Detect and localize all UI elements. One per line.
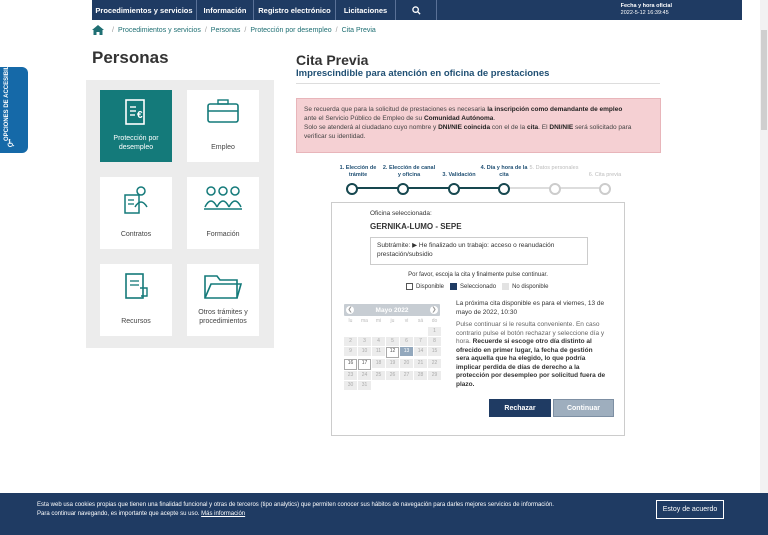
tile-recursos[interactable]	[100, 264, 172, 336]
step-dot-6	[599, 183, 611, 195]
day-name: ju	[390, 318, 395, 324]
calendar-day: 11	[372, 347, 385, 356]
calendar-day: 18	[372, 359, 385, 368]
notice-bold: DNI/NIE	[549, 124, 574, 131]
divider	[296, 83, 660, 84]
personas-heading: Personas	[92, 48, 169, 67]
notice-box: Se recuerda que para la solicitud de prestaciones es necesaria la inscripción como demandante de empleo ante el Servicio Público de Empleo de su Comunidad Autónoma. Solo se atenderá al ciudadano cuyo nombre y DNI/NIE coincida con el de la cita. El DNI/NIE será solicitado para verificar su identidad.	[296, 98, 661, 153]
appointment-card	[331, 202, 625, 436]
calendar-day: 24	[358, 371, 371, 380]
tile-label: Recursos	[121, 318, 151, 325]
euro-document-icon	[123, 98, 149, 128]
subtramite-label: Subtrámite:	[377, 242, 411, 249]
notice-bold: la inscripción como demandante de empleo	[487, 106, 623, 113]
info-warning: Recuerde si escoge otro día distinto al ofrecido en primer lugar, la fecha de gestión sera aquella que ha elegido, lo que podría implicar perdida de días de derecho a la protección por desempleo por solicitud fuera de plazo.	[456, 338, 606, 388]
reject-button[interactable]: Rechazar	[489, 399, 551, 417]
cookie-line-1: Esta web usa cookies propias que tienen una finalidad funcional y otras de terceros (tipo analytics) que permiten conocer sus hábitos de navegación para darles mejores servicios de información.	[37, 502, 554, 508]
nav-informacion[interactable]: Información	[197, 0, 254, 20]
prev-month-icon[interactable]: ❮	[347, 307, 353, 313]
day-name: vi	[404, 318, 409, 324]
page-scrollbar[interactable]	[760, 0, 768, 493]
calendar-day: 22	[428, 359, 441, 368]
breadcrumb: / Procedimientos y servicios / Personas / Protección por desempleo / Cita Previa	[92, 24, 376, 36]
calendar-day: 1	[428, 327, 441, 336]
notice-text: será solicitado para verificar su identidad.	[304, 124, 632, 140]
calendar-empty	[414, 327, 427, 336]
step-dot-2	[397, 183, 409, 195]
calendar-day: 3	[358, 337, 371, 346]
legend-available-label: Disponible	[416, 284, 445, 291]
tile-contratos[interactable]	[100, 177, 172, 249]
search-button[interactable]	[396, 0, 437, 20]
office-label: Oficina seleccionada:	[370, 210, 432, 217]
folder-icon	[203, 272, 243, 300]
notice-text: ante el Servicio Público de Empleo de su	[304, 115, 423, 122]
wheelchair-icon: ♿	[6, 138, 16, 150]
tile-empleo[interactable]	[187, 90, 259, 162]
step-3: 3. Validación	[442, 172, 476, 178]
datetime-label: Fecha y hora oficial	[620, 3, 672, 9]
calendar-grid	[344, 317, 440, 390]
cookie-line-2: Para continuar navegando, es importante que acepte su uso.	[37, 511, 200, 517]
calendar-day: 23	[344, 371, 357, 380]
notice-text: Solo se atenderá al ciudadano cuyo nombre y	[304, 124, 437, 131]
tile-otros-tramites[interactable]	[187, 264, 259, 336]
calendar-day-available[interactable]: 12	[386, 347, 399, 358]
legend-available	[406, 283, 444, 290]
people-group-icon	[202, 185, 244, 213]
datetime-value: 2022-5-12 16:39:45	[620, 10, 669, 16]
personas-tile-grid	[86, 80, 274, 348]
calendar-day: 15	[428, 347, 441, 356]
calendar-day: 6	[400, 337, 413, 346]
breadcrumb-personas[interactable]: Personas	[210, 26, 241, 34]
calendar-day: 29	[428, 371, 441, 380]
day-name: sá	[417, 318, 424, 324]
continue-button[interactable]: Continuar	[553, 399, 614, 417]
tile-formacion[interactable]	[187, 177, 259, 249]
calendar-day: 5	[386, 337, 399, 346]
progress-line-done	[352, 187, 505, 189]
calendar-day: 19	[386, 359, 399, 368]
calendar-day-selected[interactable]: 13	[400, 347, 413, 356]
accessibility-label: OPCIONES DE ACCESIBILIDAD	[4, 50, 10, 141]
briefcase-icon	[206, 98, 240, 124]
cita-previa-subtitle: Imprescindible para atención en oficina de prestaciones	[296, 68, 550, 79]
day-name: lu	[348, 318, 353, 324]
step-4: 4. Día y hora de la cita	[480, 165, 528, 178]
day-name: ma	[361, 318, 368, 324]
step-dot-1	[346, 183, 358, 195]
notice-bold: DNI/NIE coincida	[438, 124, 491, 131]
nav-licitaciones[interactable]: Licitaciones	[336, 0, 396, 20]
legend-selected-label: Seleccionado	[460, 284, 497, 291]
calendar-day-available[interactable]: 16	[344, 359, 357, 370]
calendar-empty	[400, 327, 413, 336]
search-icon	[412, 6, 421, 15]
accessibility-options-tab[interactable]	[0, 50, 28, 153]
official-datetime	[621, 0, 742, 20]
step-5: 5. Datos personales	[529, 165, 579, 171]
calendar-day: 20	[400, 359, 413, 368]
tile-label: Empleo	[211, 144, 235, 151]
top-navigation	[92, 0, 742, 20]
next-month-icon[interactable]: ❯	[431, 307, 437, 313]
subtramite-box	[370, 237, 588, 265]
tile-proteccion-desempleo[interactable]	[100, 90, 172, 162]
step-1: 1. Elección de trámite	[339, 165, 377, 178]
document-edit-icon	[123, 272, 149, 302]
day-name: do	[431, 318, 438, 324]
nav-registro[interactable]: Registro electrónico	[254, 0, 336, 20]
tile-label: Contratos	[120, 231, 152, 238]
legend-unavailable	[502, 283, 548, 290]
calendar-day: 30	[344, 381, 357, 390]
office-name: GERNIKA-LUMO - SEPE	[370, 222, 462, 231]
notice-bold: Comunidad Autónoma	[423, 115, 494, 122]
calendar-month: Mayo 2022	[375, 306, 409, 314]
notice-text: Se recuerda que para la solicitud de prestaciones es necesaria	[304, 106, 486, 113]
breadcrumb-procedimientos[interactable]: Procedimientos y servicios	[117, 26, 201, 34]
calendar-day: 14	[414, 347, 427, 356]
notice-text: con el de la	[491, 124, 526, 131]
calendar-day: 28	[414, 371, 427, 380]
appointment-info	[456, 321, 606, 389]
accept-cookies-button[interactable]: Estoy de acuerdo	[656, 500, 724, 519]
tile-label: Otros trámites y procedimientos	[198, 309, 248, 325]
calendar-day: 7	[414, 337, 427, 346]
breadcrumb-proteccion[interactable]: Protección por desempleo	[250, 26, 332, 34]
subtramite-value: He finalizado un trabajo: acceso o reanudación prestación/subsidio	[377, 242, 555, 258]
calendar-empty	[386, 327, 399, 336]
step-2: 2. Elección de canal y oficina	[382, 165, 436, 178]
calendar-header	[344, 304, 440, 316]
calendar-day: 25	[372, 371, 385, 380]
more-info-link[interactable]: Más información	[201, 511, 246, 517]
info-text: Pulse continuar si le resulta conveniente. En caso contrario pulse el botón rechazar y seleccione día y hora.	[456, 321, 605, 345]
step-6: 6. Cita previa	[588, 172, 622, 178]
svg-text:€: €	[137, 110, 143, 121]
home-icon[interactable]	[92, 25, 104, 35]
cookie-banner	[0, 493, 768, 535]
legend-selected	[450, 283, 496, 290]
calendar-day: 31	[358, 381, 371, 390]
calendar-day: 9	[344, 347, 357, 356]
nav-procedimientos[interactable]: Procedimientos y servicios	[92, 0, 197, 20]
scrollbar-thumb[interactable]	[761, 30, 767, 130]
next-appointment-text: La próxima cita disponible es para el viernes, 13 de mayo de 2022, 10:30	[456, 300, 605, 316]
cita-previa-title: Cita Previa	[296, 52, 369, 68]
legend-unavailable-label: No disponible	[512, 284, 549, 291]
calendar	[344, 304, 440, 390]
tile-label: Formación	[206, 231, 240, 238]
calendar-day: 21	[414, 359, 427, 368]
contract-person-icon	[122, 185, 150, 215]
day-name: mi	[375, 318, 382, 324]
calendar-day: 26	[386, 371, 399, 380]
calendar-day: 10	[358, 347, 371, 356]
instruction-text: Por favor, escoja la cita y finalmente pulse continuar.	[408, 272, 548, 278]
step-dot-4	[498, 183, 510, 195]
breadcrumb-cita-previa: Cita Previa	[341, 26, 376, 34]
calendar-day-available[interactable]: 17	[358, 359, 371, 370]
tile-label: Protección por desempleo	[113, 135, 159, 151]
calendar-empty	[372, 327, 385, 336]
calendar-day: 2	[344, 337, 357, 346]
step-dot-3	[448, 183, 460, 195]
calendar-day: 8	[428, 337, 441, 346]
notice-bold: cita	[526, 124, 539, 131]
cookie-text	[37, 501, 637, 519]
calendar-empty	[358, 327, 371, 336]
calendar-legend	[406, 283, 548, 290]
calendar-day: 4	[372, 337, 385, 346]
calendar-empty	[344, 327, 357, 336]
step-dot-5	[549, 183, 561, 195]
notice-text: . El	[538, 124, 548, 131]
step-progress	[339, 165, 622, 195]
play-icon: ▶	[412, 242, 418, 249]
calendar-day: 27	[400, 371, 413, 380]
